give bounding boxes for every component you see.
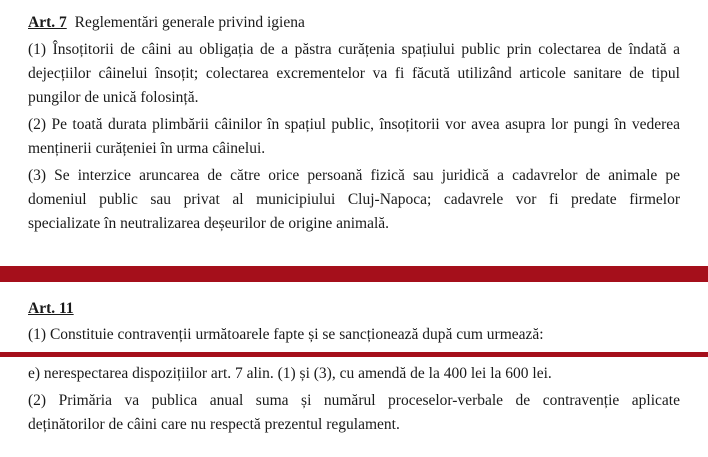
- article-7-paragraph-3-line-3: specializate în neutralizarea deșeurilor de origine animală.: [28, 215, 390, 232]
- article-7-paragraph-1-line-2: dejecțiilor câinelui însoțit; colectarea excrementelor va fi făcută utilizând articole sanitare de tipul: [28, 65, 680, 82]
- article-7-title: Art. 7: [28, 14, 67, 31]
- article-7-paragraph-3-line-2: domeniul public sau privat al municipiului Cluj-Napoca; cadavrele vor fi predate firmelor: [28, 191, 680, 208]
- article-7-section: [0, 11, 708, 236]
- article-7-paragraph-1-line-3: pungilor de unică folosință.: [28, 89, 199, 106]
- article-7-paragraph-3-line-1: (3) Se interzice aruncarea de către orice persoană fizică sau juridică a cadavrelor de animale pe: [28, 167, 680, 184]
- article-11-continuation: [0, 362, 708, 437]
- section-divider-thick: [0, 266, 708, 282]
- article-11-title: Art. 11: [28, 300, 74, 317]
- article-7-header: [28, 11, 680, 35]
- article-11-header: [28, 297, 680, 321]
- article-11-paragraph-2-line-2: deținătorilor de câini care nu respectă prezentul regulament.: [28, 416, 400, 433]
- article-7-heading: Reglementări generale privind igiena: [74, 14, 305, 31]
- section-divider-thin: [0, 352, 708, 357]
- article-11-paragraph-2-line-1: (2) Primăria va publica anual suma și numărul proceselor-verbale de contravenție aplicate: [28, 392, 680, 409]
- article-7-paragraph-1-line-1: (1) Însoțitorii de câini au obligația de a păstra curățenia spațiului public prin colectarea de îndată a: [28, 41, 680, 58]
- article-7-paragraph-2-line-2: menținerii curățeniei în urma câinelui.: [28, 140, 266, 157]
- article-11-item-e: e) nerespectarea dispozițiilor art. 7 alin. (1) și (3), cu amendă de la 400 lei la 600 lei.: [28, 365, 552, 382]
- article-11-paragraph-1-line-1: (1) Constituie contravenții următoarele fapte și se sancționează după cum urmează:: [28, 326, 544, 343]
- article-11-section: [0, 297, 708, 347]
- article-7-paragraph-2-line-1: (2) Pe toată durata plimbării câinilor în spațiul public, însoțitorii vor avea asupra lor pungi în vederea: [28, 116, 680, 133]
